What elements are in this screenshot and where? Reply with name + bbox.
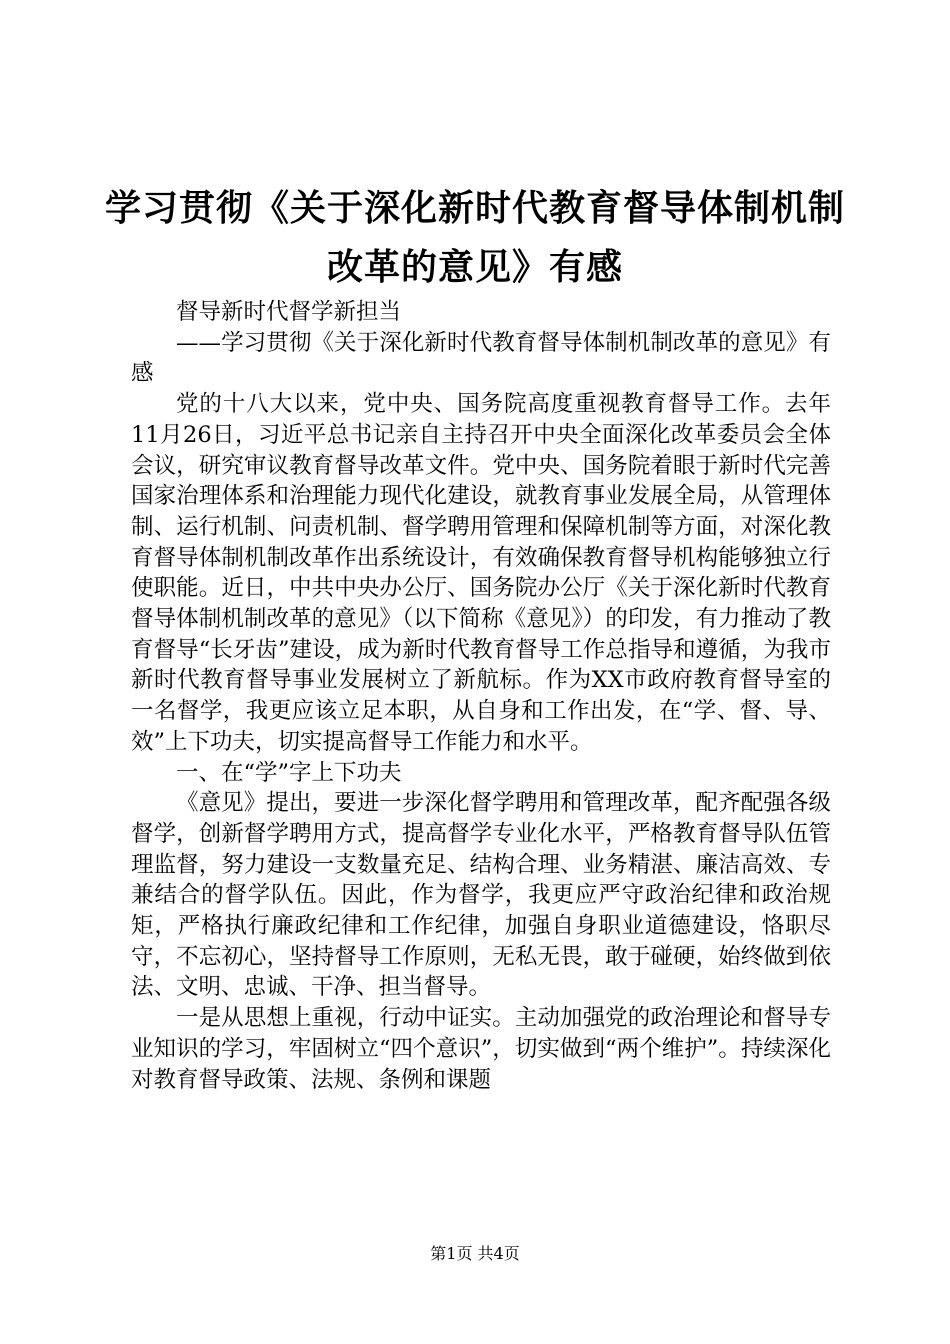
subtitle-paragraph: 督导新时代督学新担当 xyxy=(176,299,402,325)
body-paragraph: 党的十八大以来，党中央、国务院高度重视教育督导工作。去年11月26日，习近平总书记亲自主持召开中央全面深化改革委员会全体会议，研究审议教育督导改革文件。党中央、国务院着眼于新时代完善国家治理体系和治理能力现代化建设，就教育事业发展全局，从管理体制、运行机制、问责机制、督学聘用管理和保障机制等方面，对深化教育督导体制机制改革作出系统设计，有效确保教育督导机构能够独立行使职能。近日，中共中央办公厅、国务院办公厅《关于深化新时代教育督导体制机制改革的意见》（以下简称《意见》）的印发，有力推动了教育督导“长牙齿”建设，成为新时代教育督导工作总指导和遵循，为我市新时代教育督导事业发展树立了新航标。作为XX市政府教育督导室的一名督学，我更应该立足本职，从自身和工作出发，在“学、督、导、效”上下功夫，切实提高督导工作能力和水平。 xyxy=(131,391,831,755)
section-heading: 一、在“学”字上下功夫 xyxy=(176,759,402,786)
page-footer: 第1页 共4页 xyxy=(430,1244,520,1263)
body-paragraph: 《意见》提出，要进一步深化督学聘用和管理改革，配齐配强各级督学，创新督学聘用方式，提高督学专业化水平，严格教育督导队伍管理监督，努力建设一支数量充足、结构合理、业务精湛、廉洁高效、专兼结合的督学队伍。因此，作为督学，我更应严守政治纪律和政治规矩，严格执行廉政纪律和工作纪律，加强自身职业道德建设，恪职尽守，不忘初心，坚持督导工作原则，无私无畏，敢于碰硬，始终做到依法、文明、忠诚、干净、担当督导。 xyxy=(131,790,831,1001)
subtitle-source-paragraph: ——学习贯彻《关于深化新时代教育督导体制机制改革的意见》有感 xyxy=(131,329,831,387)
document-body xyxy=(131,297,831,1095)
document-title-line-1: 学习贯彻《关于深化新时代教育督导体制机制 xyxy=(104,187,845,229)
body-paragraph: 一是从思想上重视，行动中证实。主动加强党的政治理论和督导专业知识的学习，牢固树立“四个意识”，切实做到“两个维护”。持续深化对教育督导政策、法规、条例和课题 xyxy=(131,1005,831,1093)
document-title-line-2: 改革的意见》有感 xyxy=(326,246,623,288)
